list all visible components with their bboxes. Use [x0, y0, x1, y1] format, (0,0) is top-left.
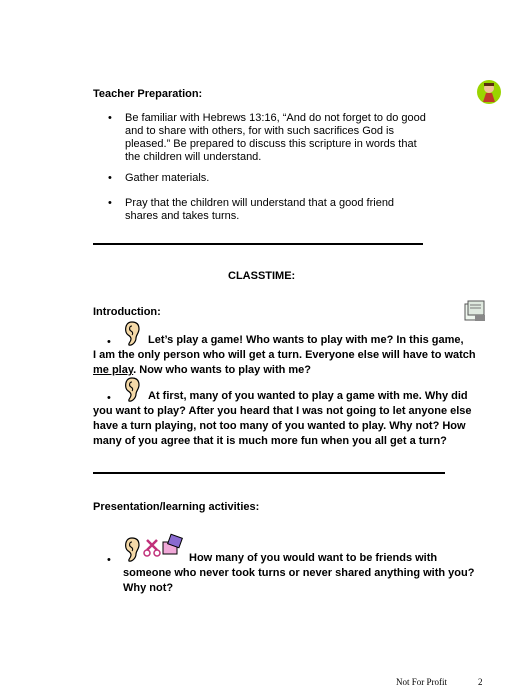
- scissors-glue-icon: [143, 532, 187, 560]
- presentation-line: Why not?: [123, 582, 174, 594]
- introduction-heading: Introduction:: [93, 306, 161, 318]
- intro-paragraph-2: [93, 376, 472, 447]
- underlined-text: me play: [93, 364, 134, 376]
- bullet-marker: •: [107, 554, 111, 566]
- teacher-icon: [476, 78, 502, 106]
- presentation-line: How many of you would want to be friends with: [189, 552, 438, 564]
- bullet-marker: •: [108, 197, 112, 209]
- presentation-paragraph: [93, 532, 473, 592]
- section-divider: [93, 243, 423, 245]
- presentation-heading: Presentation/learning activities:: [93, 501, 260, 513]
- teacher-preparation-list: [108, 112, 428, 232]
- bullet-marker: •: [107, 392, 111, 404]
- intro-line: At first, many of you wanted to play a game with me. Why did: [148, 390, 468, 402]
- presentation-line: someone who never took turns or never shared anything with you?: [123, 567, 475, 579]
- ear-icon: [123, 320, 141, 346]
- bullet-marker: •: [108, 172, 112, 184]
- section-divider: [93, 472, 445, 474]
- ear-icon: [123, 376, 141, 402]
- intro-line: I am the only person who will get a turn. Everyone else will have to watch: [93, 349, 476, 361]
- intro-line: you want to play? After you heard that I was not going to let anyone else: [93, 405, 472, 417]
- classtime-heading: CLASSTIME:: [228, 270, 296, 282]
- intro-line: many of you agree that it is much more fun when you all get a turn?: [93, 435, 447, 447]
- intro-line: have a turn playing, not too many of you wanted to play. Why not? How: [93, 420, 466, 432]
- teacher-preparation-heading: Teacher Preparation:: [93, 88, 203, 100]
- list-item-text: Pray that the children will understand that a good friend shares and takes turns.: [125, 197, 395, 222]
- intro-line: Let’s play a game! Who wants to play with me? In this game,: [148, 334, 464, 346]
- bullet-marker: •: [108, 112, 112, 124]
- list-item-text: Be familiar with Hebrews 13:16, “And do not forget to do good and to share with others, for with such sacrifices God is pleased.” Be prepared to discuss this scripture in words that the children will understand.: [125, 112, 426, 163]
- worksheet-icon: [462, 298, 488, 324]
- intro-text: . Now who wants to play with me?: [133, 364, 311, 376]
- page-number: 2: [478, 677, 483, 687]
- intro-paragraph-1: [93, 318, 476, 378]
- list-item-text: Gather materials.: [125, 172, 210, 184]
- ear-icon: [123, 536, 141, 562]
- footer-text: Not For Profit: [396, 677, 448, 687]
- bullet-marker: •: [107, 336, 111, 348]
